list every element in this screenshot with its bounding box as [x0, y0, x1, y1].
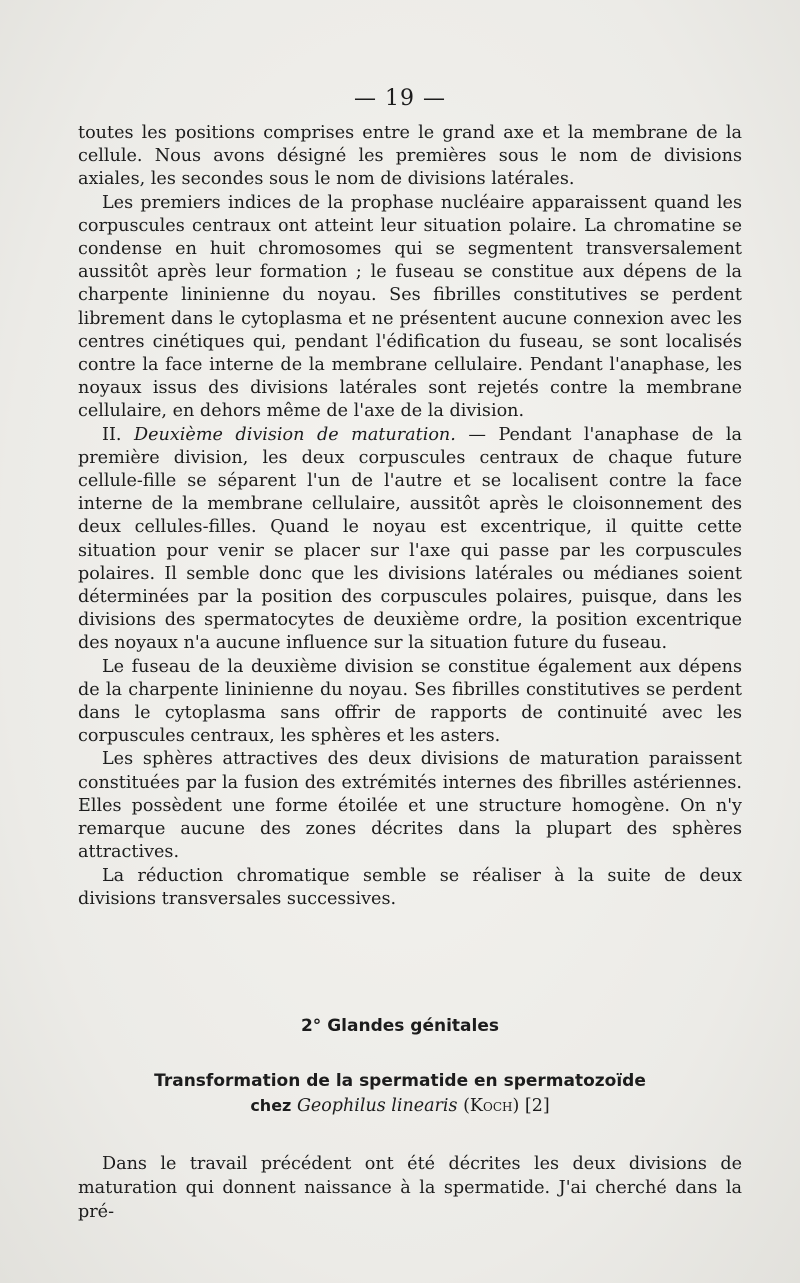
reference-number: [2] — [524, 1096, 550, 1116]
section-numeral: II. — [102, 424, 122, 445]
section-title: Deuxième division de maturation. — [134, 424, 456, 445]
paragraph-6: La réduction chromatique semble se réaliser à la suite de deux divisions transversales successives. — [78, 865, 742, 909]
section-dash: — — [468, 424, 486, 445]
paragraph-4: Le fuseau de la deuxième division se constitue également aux dépens de la charpente lininienne du noyau. Ses fibrilles constitutives se perdent dans le cytoplasma sans offrir de rapports de continuité avec les corpuscules centraux, les sphères et les asters. — [78, 656, 742, 747]
paragraph-3 — [78, 424, 742, 656]
paragraph-1: toutes les positions comprises entre le grand axe et la membrane de la cellule. Nous avons désigné les premières sous le nom de divisions axiales, les secondes sous le nom de divisions latérales. — [78, 123, 742, 190]
body-text — [78, 122, 742, 911]
paragraph-5: Les sphères attractives des deux divisions de maturation paraissent constituées par la fusion des extrémités internes des fibrilles astériennes. Elles possèdent une forme étoilée et une structure homogène. On n'y remarque aucune des zones décrites dans la plupart des sphères attractives. — [78, 749, 742, 863]
subsection-subtitle — [0, 1096, 800, 1116]
page-number: — 19 — — [354, 86, 446, 111]
subsection-title: Transformation de la spermatide en spermatozoïde — [154, 1071, 646, 1091]
paragraph-3-text: Pendant l'anaphase de la première division, les deux corpuscules centraux de chaque future cellule-fille se séparent l'un de l'autre et se localisent contre la face interne de la membrane cellulaire, aussitôt après le cloisonnement des deux cellules-filles. Quand le noyau est excentrique, il quitte cette situation pour venir se placer sur l'axe qui passe par les corpuscules polaires. Il semble donc que les divisions latérales ou médianes soient déterminées par la position des corpuscules polaires, puisque, dans les divisions des spermatocytes de deuxième ordre, la position excentrique des noyaux n'a aucune influence sur la situation future du fuseau. — [78, 424, 743, 654]
species-name: Geophilus linearis — [296, 1096, 458, 1116]
subtitle-chez: chez — [250, 1096, 292, 1115]
final-paragraph — [78, 1152, 742, 1224]
species-author: (Koch) — [463, 1096, 520, 1116]
paragraph-7: Dans le travail précédent ont été décrites les deux divisions de maturation qui donnent naissance à la spermatide. J'ai cherché dans la pré- — [78, 1154, 742, 1222]
section-heading: 2° Glandes génitales — [300, 1016, 500, 1036]
paragraph-2: Les premiers indices de la prophase nucléaire apparaissent quand les corpuscules centraux ont atteint leur situation polaire. La chromatine se condense en huit chromosomes qui se segmentent transversalement aussitôt après leur formation ; le fuseau se constitue aux dépens de la charpente lininienne du noyau. Ses fibrilles constitutives se perdent librement dans le cytoplasma et ne présentent aucune connexion avec les centres cinétiques qui, pendant l'édification du fuseau, se sont localisés contre la face interne de la membrane cellulaire. Pendant l'anaphase, les noyaux issus des divisions latérales sont rejetés contre la membrane cellulaire, en dehors même de l'axe de la division. — [78, 192, 742, 422]
